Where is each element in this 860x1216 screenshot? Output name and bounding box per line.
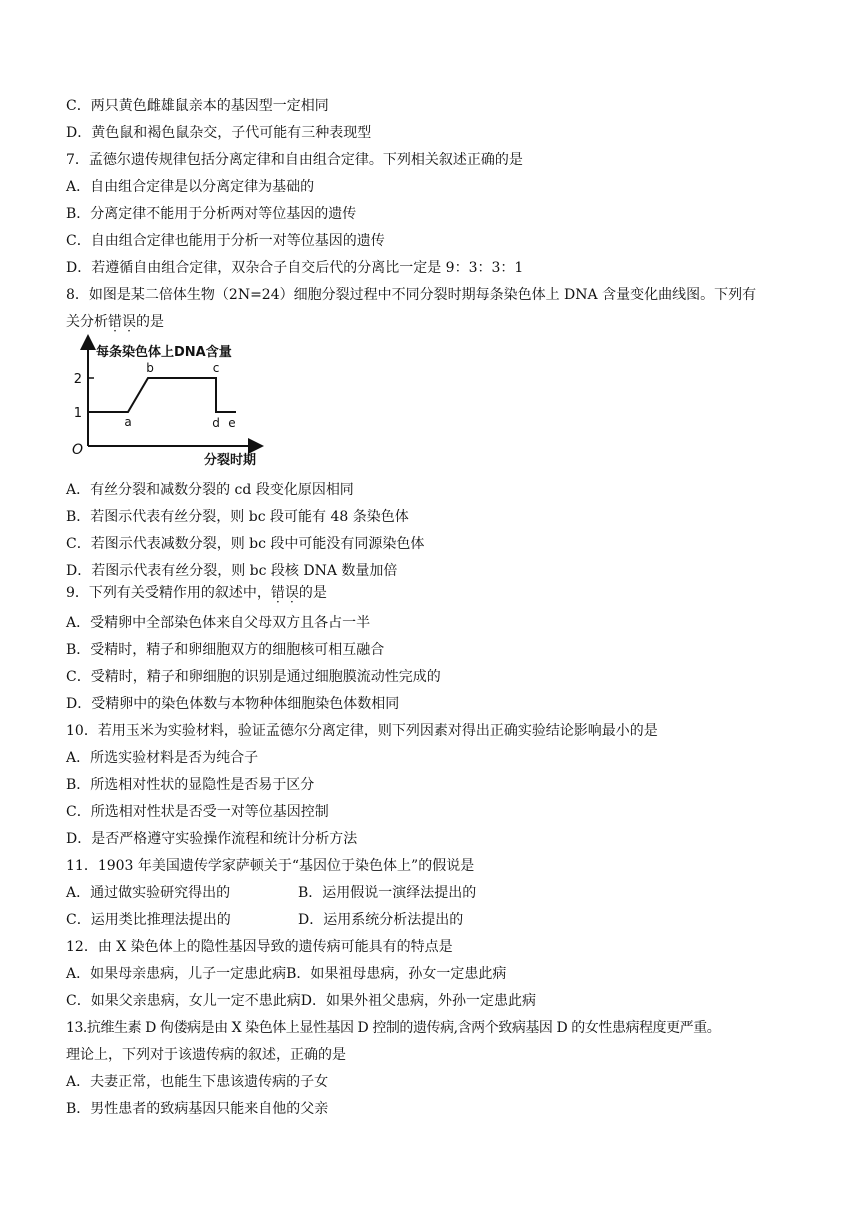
text-line: D．黄色鼠和褐色鼠杂交，子代可能有三种表现型	[66, 125, 372, 141]
emphasis-char: 错	[270, 585, 285, 601]
point-label-c: c	[212, 361, 220, 375]
option-c: C．若图示代表减数分裂，则 bc 段中可能没有同源染色体	[66, 536, 425, 552]
question-9	[66, 584, 327, 602]
question-11: 11．1903 年美国遗传学家萨顿关于“基因位于染色体上”的假说是	[66, 858, 475, 874]
question-10: 10．若用玉米为实验材料，验证孟德尔分离定律，则下列因素对得出正确实验结论影响最小的是	[66, 723, 658, 739]
y-tick-label: 1	[73, 406, 82, 421]
point-label-b: b	[146, 361, 154, 375]
option-d: D．若遵循自由组合定律，双杂合子自交后代的分离比一定是 9：3：3：1	[66, 260, 524, 276]
option-b: B．分离定律不能用于分析两对等位基因的遗传	[66, 206, 357, 222]
options-row	[66, 911, 463, 929]
data-line	[88, 378, 236, 412]
option-a: A．如果母亲患病，儿子一定患此病	[66, 966, 287, 982]
y-axis-label: 每条染色体上DNA含量	[96, 345, 232, 360]
question-7: 7．孟德尔遗传规律包括分离定律和自由组合定律。下列相关叙述正确的是	[66, 152, 523, 168]
option-a: A．夫妻正常，也能生下患该遗传病的子女	[66, 1074, 329, 1090]
dna-content-chart	[66, 334, 266, 470]
text-segment: 关分析	[66, 314, 108, 330]
option-b: B．若图示代表有丝分裂，则 bc 段可能有 48 条染色体	[66, 509, 409, 525]
y-tick-label: 2	[73, 372, 82, 387]
options-row	[66, 992, 536, 1010]
options-row	[66, 965, 506, 983]
question-8: 8．如图是某二倍体生物（2N=24）细胞分裂过程中不同分裂时期每条染色体上 DNA 含量变化曲线图。下列有	[66, 287, 757, 303]
option-b: B．男性患者的致病基因只能来自他的父亲	[66, 1101, 329, 1117]
emphasis-char: 误	[122, 314, 136, 330]
point-label-a: a	[124, 415, 132, 429]
option-d: D．如果外祖父患病，外孙一定患此病	[300, 993, 536, 1009]
point-label-e: e	[228, 416, 236, 430]
option-b: B．受精时，精子和卵细胞双方的细胞核可相互融合	[66, 642, 385, 658]
option-a: A．受精卵中全部染色体来自父母双方且各占一半	[66, 615, 371, 631]
option-a: A．通过做实验研究得出的	[66, 885, 231, 901]
question-13-cont: 理论上，下列对于该遗传病的叙述，正确的是	[66, 1047, 346, 1063]
question-12: 12．由 X 染色体上的隐性基因导致的遗传病可能具有的特点是	[66, 939, 453, 955]
option-a: A．自由组合定律是以分离定律为基础的	[66, 179, 315, 195]
x-axis-label: 分裂时期	[203, 453, 256, 468]
text-line: C．两只黄色雌雄鼠亲本的基因型一定相同	[66, 98, 329, 114]
option-c: C．所选相对性状是否受一对等位基因控制	[66, 804, 329, 820]
option-c: C．如果父亲患病，女儿一定不患此病	[66, 993, 301, 1009]
options-row	[66, 884, 476, 902]
emphasis-char: 错	[108, 314, 122, 330]
option-b: B．所选相对性状的显隐性是否易于区分	[66, 777, 315, 793]
option-d: D．受精卵中的染色体数与本物种体细胞染色体数相同	[66, 696, 400, 712]
option-d: D．若图示代表有丝分裂，则 bc 段核 DNA 数量加倍	[66, 563, 398, 579]
point-label-d: d	[212, 416, 220, 430]
question-13: 13.抗维生素 D 佝偻病是由 X 染色体上显性基因 D 控制的遗传病,含两个致病基因 D 的女性患病程度更严重。	[66, 1020, 721, 1036]
option-d: D．运用系统分析法提出的	[298, 912, 464, 928]
text-segment: 的是	[298, 585, 327, 601]
option-c: C．运用类比推理法提出的	[66, 912, 231, 928]
option-c: C．受精时，精子和卵细胞的识别是通过细胞膜流动性完成的	[66, 669, 441, 685]
origin-label: O	[72, 442, 84, 458]
question-8-cont	[66, 313, 164, 331]
option-c: C．自由组合定律也能用于分析一对等位基因的遗传	[66, 233, 385, 249]
option-b: B．运用假说一演绎法提出的	[298, 885, 477, 901]
option-d: D．是否严格遵守实验操作流程和统计分析方法	[66, 831, 358, 847]
option-a: A．所选实验材料是否为纯合子	[66, 750, 259, 766]
text-segment: 的是	[136, 314, 164, 330]
option-b: B．如果祖母患病，孙女一定患此病	[286, 966, 507, 982]
option-a: A．有丝分裂和减数分裂的 cd 段变化原因相同	[66, 482, 354, 498]
text-segment: 9．下列有关受精作用的叙述中，	[66, 585, 271, 601]
emphasis-char: 误	[284, 585, 299, 601]
